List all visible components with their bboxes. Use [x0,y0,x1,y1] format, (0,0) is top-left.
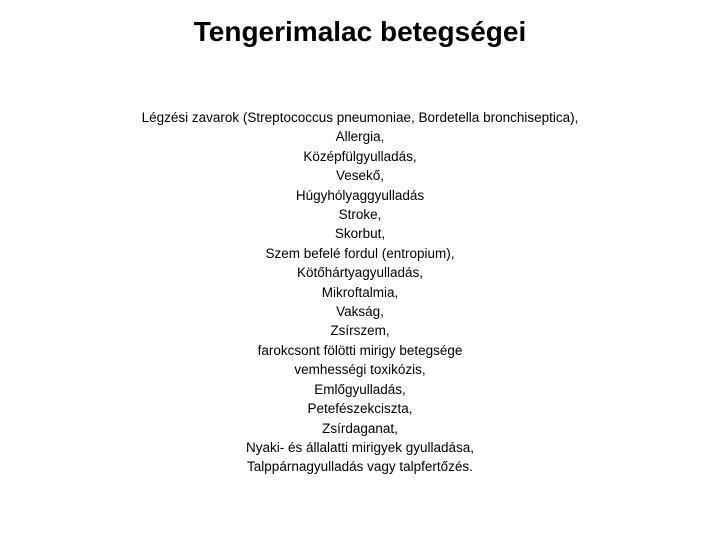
list-item: Skorbut, [334,226,386,242]
list-item: vemhességi toxikózis, [294,362,426,378]
list-item: Vakság, [336,304,384,320]
list-item: Zsírdaganat, [322,420,398,436]
list-item: Nyaki- és állalatti mirigyek gyulladása, [245,439,475,455]
list-item: Kötőhártyagyulladás, [296,265,424,281]
list-item: Talppárnagyulladás vagy talpfertőzés. [247,459,473,475]
disease-list [0,108,720,477]
list-item: Stroke, [338,207,382,223]
page-title: Tengerimalac betegségei [193,16,527,47]
list-item: Mikroftalmia, [321,284,399,300]
list-item: farokcsont fölötti mirigy betegsége [257,342,463,358]
list-item: Húgyhólyaggyulladás [295,187,425,203]
list-item: Középfülgyulladás, [303,148,417,164]
list-item: Allergia, [335,129,385,145]
list-item: Vesekő, [335,168,385,184]
list-item: Szem befelé fordul (entropium), [265,245,455,261]
list-item: Zsírszem, [330,323,390,339]
list-item: Légzési zavarok (Streptococcus pneumoniae, Bordetella bronchiseptica), [141,110,579,125]
list-item: Emlőgyulladás, [314,381,406,397]
list-item: Petefészekciszta, [307,401,413,417]
